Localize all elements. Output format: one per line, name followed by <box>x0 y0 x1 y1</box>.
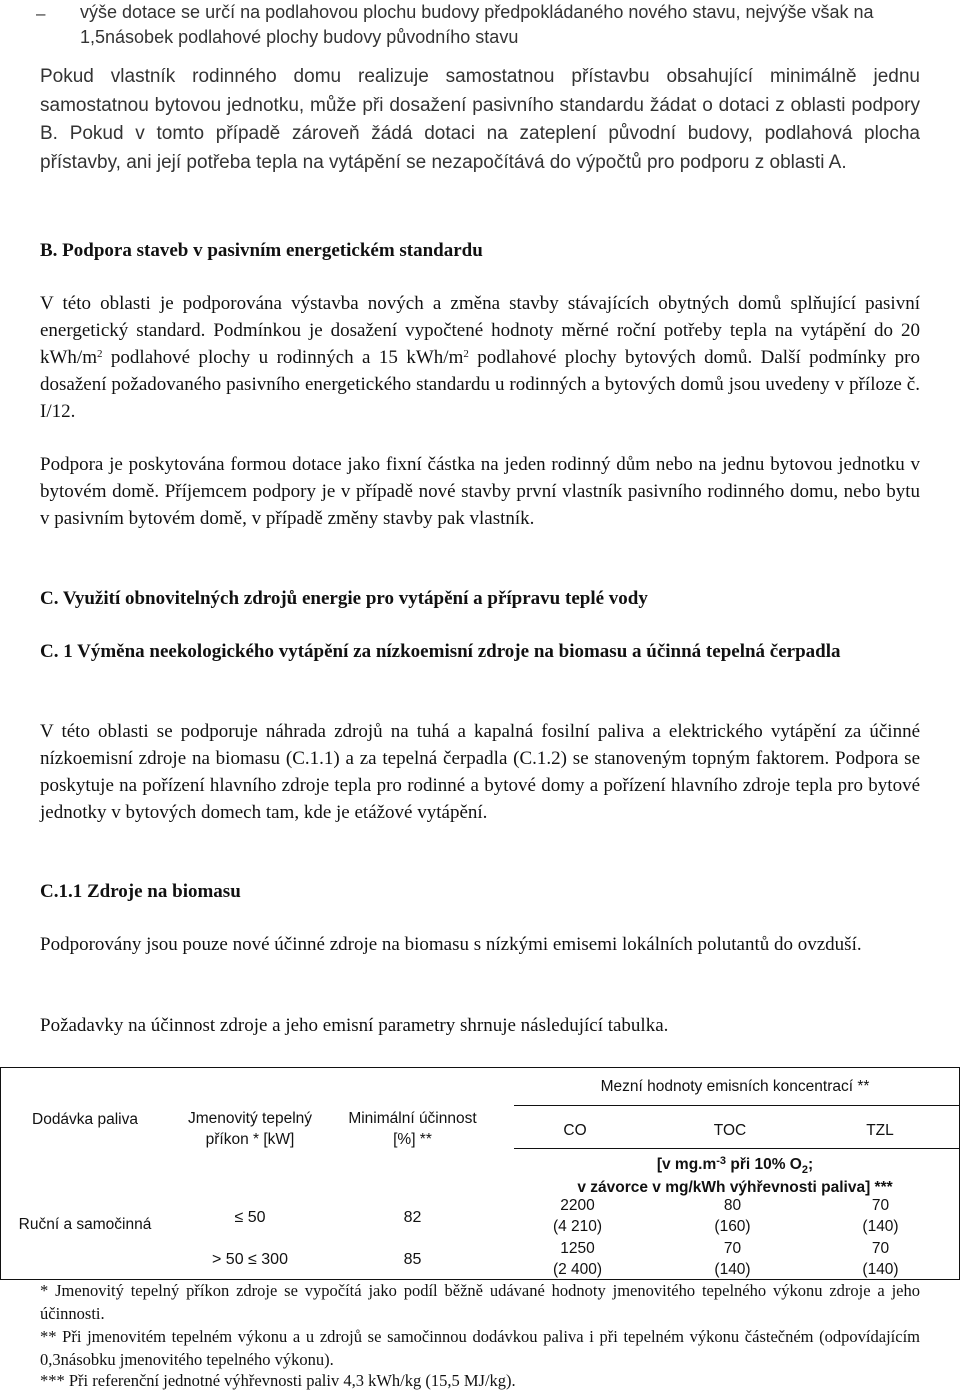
paragraph-b1-part3: podlahové plochy u rodinných a 15 kWh/m <box>102 347 464 368</box>
paragraph-table-intro: Požadavky na účinnost zdroje a jeho emisní parametry shrnuje následující tabulka. <box>40 1015 669 1036</box>
cell-toc-row1-kwh: (160) <box>714 1218 751 1235</box>
emission-table <box>0 1067 960 1282</box>
bullet-text: výše dotace se určí na podlahovou plochu budovy předpokládaného nového stavu, nejvýše však na 1,5násobek podlahové plochy budovy původního stavu <box>80 2 874 47</box>
cell-fuel-type: Ruční a samočinná <box>18 1216 152 1233</box>
paragraph-c11: Podporovány jsou pouze nové účinné zdroje na biomasu s nízkými emisemi lokálních polutantů do ovzduší. <box>40 934 862 955</box>
cell-power-row1: ≤ 50 <box>234 1209 266 1226</box>
cell-efficiency-row1: 82 <box>403 1209 422 1226</box>
paragraph-c1-part1: V této oblasti se podporuje náhrada zdrojů na tuhá a kapalná fosilní paliva a elektrického vytápění za účinné nízkoemisní zdroje na biomasu (C.1.1) a za tepelná čerpadla (C.1.2) se stanoveným topným faktorem. <box>40 721 920 769</box>
cell-tzl-row1 <box>838 1195 923 1237</box>
header-unit-superscript: -3 <box>716 1155 727 1167</box>
footnote-2: ** Při jmenovitém tepelném výkonu a u zdrojů se samočinnou dodávkou paliva i při tepelném výkonu částečném (odpovídajícím 0,3násobku jmenovitého tepelného výkonu). <box>40 1327 920 1369</box>
paragraph-b1-part5: Další podmínky pro dosažení požadovaného pasivního energetického standardu u rodinných a bytových domů jsou uvedeny v příloze č. I/12. <box>40 347 920 422</box>
paragraph-b1-part2: Podmínkou je dosažení vypočtené hodnoty měrné roční potřeby tepla na vytápění do 20 kWh/m <box>40 320 921 368</box>
cell-tzl-row2-value: 70 <box>871 1240 890 1257</box>
header-unit-subscript: 2 <box>801 1164 808 1176</box>
cell-co-row2-value: 1250 <box>560 1240 595 1257</box>
cell-toc-row2 <box>690 1238 775 1280</box>
cell-toc-row1 <box>690 1195 775 1237</box>
header-unit-part2: při 10% O <box>726 1156 802 1173</box>
footnote-3: *** Při referenční jednotné výhřevnosti paliv 4,3 kWh/kg (15,5 MJ/kg). <box>40 1371 516 1390</box>
header-fuel: Dodávka paliva <box>32 1111 138 1128</box>
paragraph-c1 <box>40 718 920 826</box>
paragraph-b2 <box>40 451 920 532</box>
paragraph-b1 <box>40 290 920 425</box>
cell-co-row1-kwh: (4 210) <box>552 1218 603 1235</box>
cell-co-row1 <box>535 1195 620 1237</box>
heading-section-c11: C.1.1 Zdroje na biomasu <box>40 881 241 902</box>
header-unit <box>525 1154 945 1198</box>
header-power: Jmenovitý tepelný příkon * [kW] <box>187 1110 313 1148</box>
footnote-1: * Jmenovitý tepelný příkon zdroje se vypočítá jako podíl běžně udávané hodnoty jmenovitého tepelného výkonu zdroje a jeho účinnosti. <box>40 1281 920 1323</box>
header-unit-line1 <box>525 1154 945 1177</box>
header-unit-part1: [v mg.m <box>656 1156 717 1173</box>
header-unit-part3: ; <box>807 1156 814 1173</box>
cell-tzl-row1-value: 70 <box>871 1197 890 1214</box>
paragraph-annex-part2: Pokud v tomto případě zároveň žádá dotaci na zateplení původní budovy, podlahová plocha přístavby, ani její potřeba tepla na vytápění se nezapočítává do výpočtů pro podporu z oblasti A. <box>40 123 920 173</box>
superscript-2-second: 2 <box>463 348 469 360</box>
paragraph-annex-part1: Pokud vlastník rodinného domu realizuje samostatnou přístavbu obsahující minimálně jednu samostatnou bytovou jednotku, může při dosažení pasivního standardu žádat o dotaci z oblasti podpory B. <box>40 66 920 144</box>
cell-co-row1-value: 2200 <box>560 1197 595 1214</box>
header-toc: TOC <box>713 1122 747 1139</box>
cell-toc-row2-value: 70 <box>723 1240 742 1257</box>
cell-toc-row2-kwh: (140) <box>714 1261 751 1278</box>
cell-co-row2-kwh: (2 400) <box>552 1261 603 1278</box>
header-tzl: TZL <box>866 1122 894 1139</box>
cell-tzl-row2-kwh: (140) <box>862 1261 899 1278</box>
heading-section-c1: C. 1 Výměna neekologického vytápění za nízkoemisní zdroje na biomasu a účinná tepelná čerpadla <box>40 641 841 662</box>
cell-toc-row1-value: 80 <box>723 1197 742 1214</box>
table-left-border <box>0 1067 1 1280</box>
heading-section-c: C. Využití obnovitelných zdrojů energie pro vytápění a přípravu teplé vody <box>40 588 648 609</box>
paragraph-b1-part4: podlahové plochy bytových domů. <box>468 347 753 368</box>
paragraph-b2-part1: Podpora je poskytována formou dotace jako fixní částka na jeden rodinný dům nebo na jednu bytovou jednotku v bytovém domě. <box>40 454 920 502</box>
paragraph-b1-part1: V této oblasti je podporována výstavba nových a změna stavby stávajících obytných domů splňující pasivní energetický standard. <box>40 293 920 341</box>
paragraph-annex <box>40 63 920 177</box>
table-line-under-limits <box>514 1105 959 1106</box>
superscript-2: 2 <box>97 348 103 360</box>
paragraph-b2-part2: Příjemcem podpory je v případě nové stavby první vlastník pasivního rodinného domu, nebo bytu v pasivním bytovém domě, v případě změny stavby pak vlastník. <box>40 481 921 529</box>
cell-power-row2: > 50 ≤ 300 <box>212 1251 288 1268</box>
table-top-border <box>0 1067 960 1068</box>
cell-tzl-row2 <box>838 1238 923 1280</box>
heading-section-b: B. Podpora staveb v pasivním energetickém standardu <box>40 240 483 261</box>
cell-tzl-row1-kwh: (140) <box>862 1218 899 1235</box>
paragraph-c1-part2: Podpora se poskytuje na pořízení hlavního zdroje tepla pro rodinné a bytové domy a pořízení hlavního zdroje tepla pro bytové jednotky v bytových domech tam, kde je etážové vytápění. <box>40 748 921 823</box>
table-line-under-pollutants <box>514 1148 959 1149</box>
cell-co-row2 <box>535 1238 620 1280</box>
cell-efficiency-row2: 85 <box>403 1251 422 1268</box>
header-limits: Mezní hodnoty emisních koncentrací ** <box>600 1078 870 1095</box>
header-unit-line2: v závorce v mg/kWh výhřevnosti paliva] *** <box>577 1179 893 1196</box>
bullet-dash: – <box>36 4 46 23</box>
header-efficiency: Minimální účinnost [%] ** <box>348 1110 477 1148</box>
header-co: CO <box>563 1122 587 1139</box>
